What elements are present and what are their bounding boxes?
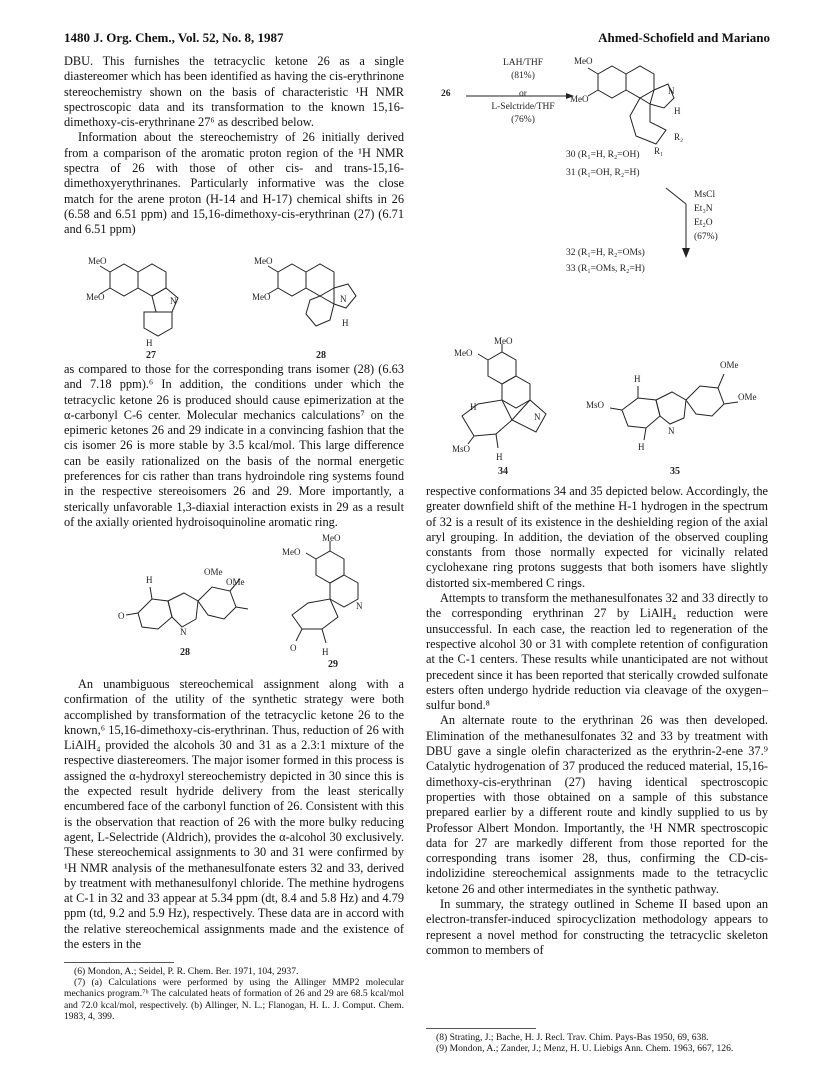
- right-footnotes: [426, 1024, 768, 1054]
- svg-text:MeO: MeO: [322, 533, 341, 543]
- paragraph: DBU. This furnishes the tetracyclic ketone 26 as a single diastereomer which has been identified as having the cis-erythrinone stereochemistry shown on the basis of characteristic ¹H NMR spectroscopic data and its transformation to the known 15,16-dimethoxy-cis-erythrinane 27⁶ as described below.: [64, 54, 404, 130]
- svg-text:H: H: [342, 318, 349, 328]
- svg-text:OMe: OMe: [204, 567, 223, 577]
- structure-35: [586, 352, 770, 477]
- svg-text:H: H: [634, 374, 641, 384]
- svg-text:N: N: [340, 294, 347, 304]
- scheme-start-26: 26: [441, 89, 451, 99]
- svg-text:R₁: R₁: [654, 146, 664, 156]
- svg-text:R₂: R₂: [674, 132, 684, 142]
- svg-text:N: N: [668, 86, 675, 96]
- svg-text:28: 28: [316, 350, 326, 361]
- reaction-arrow: [466, 88, 576, 106]
- running-header-left: 1480 J. Org. Chem., Vol. 52, No. 8, 1987: [64, 30, 284, 45]
- footnote-rule: [426, 1028, 536, 1029]
- svg-text:34: 34: [498, 466, 508, 477]
- svg-text:H: H: [638, 442, 645, 452]
- svg-text:OMe: OMe: [738, 392, 757, 402]
- svg-text:OMe: OMe: [720, 360, 739, 370]
- svg-text:OMe: OMe: [226, 577, 245, 587]
- structure-28: [250, 250, 400, 361]
- left-column-top: [64, 54, 404, 238]
- svg-text:27: 27: [146, 350, 156, 361]
- footnote-8: (8) Strating, J.; Bache, H. J. Recl. Trav. Chim. Pays-Bas 1950, 69, 638.: [436, 1032, 709, 1043]
- paragraph: In summary, the strategy outlined in Scheme II based upon an electron-transfer-induced spirocyclization methodology appears to represent a novel method for constructing the tetracyclic skeleton common to members of: [426, 897, 768, 957]
- paragraph: Attempts to transform the methanesulfonates 32 and 33 directly to the corresponding erythrinan 27 by LiAlH₄ reduction were unsuccessful. In each case, the reaction led to regeneration of the respective alcohol 30 or 31 with complete retention of configuration at the C-1 centers. These results while unanticipated are not without precedent since it has been reported that sterically crowded sulfonate esters often undergo hydride reduction via cleavage of the oxygen–sulfur bond.⁸: [426, 591, 768, 713]
- svg-text:N: N: [534, 412, 541, 422]
- svg-text:MeO: MeO: [88, 256, 107, 266]
- left-column-bottom: [64, 677, 404, 952]
- svg-text:MeO: MeO: [252, 292, 271, 302]
- structure-ketone-29: [268, 533, 398, 672]
- right-column-text: [426, 484, 768, 958]
- svg-text:MeO: MeO: [574, 56, 593, 66]
- svg-text:MsO: MsO: [452, 444, 471, 454]
- scheme-compounds-30-31: 30 (R₁=H, R₂=OH) 31 (R₁=OH, R₂=H): [566, 150, 640, 178]
- scheme-reagents: LAH/THF (81%) or L-Selctride/THF (76%): [491, 58, 555, 125]
- svg-text:28: 28: [180, 647, 190, 658]
- paragraph: Information about the stereochemistry of 26 initially derived from a comparison of the aromatic proton region of the ¹H NMR spectra of 26 with those of other cis- and trans-15,16-dimethoxyerythrinanes. Particularly informative was the close match for the arene proton (H-14 and H-17) chemical shifts in 26 (6.58 and 6.51 ppm) and 15,16-dimethoxy-cis-erythrinan (27) (6.71 and 6.51 ppm): [64, 130, 404, 237]
- svg-text:H: H: [496, 452, 503, 462]
- svg-text:H: H: [470, 402, 477, 412]
- svg-text:MeO: MeO: [254, 256, 273, 266]
- svg-text:N: N: [170, 296, 177, 306]
- svg-text:H: H: [146, 575, 153, 585]
- paragraph: as compared to those for the corresponding trans isomer (28) (6.63 and 7.18 ppm).⁶ In addition, the conditions under which the tetracyclic ketone 26 is produced should cause epimerization at the α-carbonyl C-6 center. Molecular mechanics calculations⁷ on the epimeric ketones 26 and 29 indicate in a convincing fashion that the cis isomer 26 is more stable by 3.5 kcal/mol. This large difference can be easily rationalized on the basis of the normal energetic preferences for cis rather than trans hydroindole ring systems found in the respective stereoisomers 26 and 29. More importantly, a sterically unfavorable 1,3-diaxial interaction exists in 29 as a result of the axially oriented hydroisoquinoline aromatic ring.: [64, 362, 404, 529]
- left-footnotes: [64, 958, 404, 1022]
- left-column-middle: [64, 362, 404, 530]
- svg-text:H: H: [322, 647, 329, 657]
- footnote-9: (9) Mondon, A.; Zander, J.; Menz, H. U. Liebigs Ann. Chem. 1963, 667, 126.: [436, 1043, 734, 1055]
- svg-text:29: 29: [328, 659, 338, 670]
- svg-text:N: N: [668, 426, 675, 436]
- svg-text:MeO: MeO: [282, 547, 301, 557]
- paragraph: An unambiguous stereochemical assignment along with a confirmation of the utility of the synthetic strategy were both accomplished by transformation of the tetracyclic ketone 26 to the known,⁶ 15,16-dimethoxy-cis-erythrinan. Thus, reduction of 26 with LiAlH₄ provided the alcohols 30 and 31 as a 2.3:1 mixture of the respective diastereomers. The major isomer formed in this process is assigned the α-hydroxyl stereochemistry depicted in 30 since this is the expected result hydride delivery from the least sterically encumbered face of the carbonyl function of 26. Consistent with this is the observation that reaction of 26 with the more bulky reducing agent, L-Selectride (Aldrich), provides the α-alcohol 30 exclusively. These stereochemical assignments to 30 and 31 were confirmed by ¹H NMR analysis of the methanesulfonate esters 32 and 33, derived by treatment with methanesulfonyl chloride. The methine hydrogens at C-1 in 32 and 33 appear at 5.34 ppm (dt, 8.4 and 5.8 Hz) and 4.79 ppm (td, 9.2 and 5.9 Hz), respectively. These data are in accord with the relative stereochemical assignments made and the existence of the esters in the: [64, 677, 404, 952]
- svg-text:MeO: MeO: [570, 94, 589, 104]
- footnote-7: (7) (a) Calculations were performed by using the Allinger MMP2 molecular mechanics program.⁷ᵇ The calculated heats of formation of 26 and 29 are 68.5 kcal/mol and 72.0 kcal/mol, respectively. (b) Allinger, N. L.; Flanogan, H. L. J. Comput. Chem. 1983, 4, 399.: [64, 977, 404, 1022]
- structure-34: [440, 336, 580, 480]
- scheme-compounds-32-33: 32 (R₁=H, R₂=OMs) 33 (R₁=OMs, R₂=H): [566, 248, 645, 274]
- svg-text:N: N: [356, 601, 363, 611]
- svg-text:O: O: [118, 611, 125, 621]
- svg-text:N: N: [180, 627, 187, 637]
- svg-text:MeO: MeO: [494, 336, 513, 346]
- paragraph: respective conformations 34 and 35 depicted below. Accordingly, the greater downfield shift of the methine H-1 hydrogen in the spectrum of 32 is a result of its existence in the deshielding region of the axial aryl grouping. In addition, the deviation of the observed coupling constants from those normally expected for vicinally related cyclohexane ring protons suggests that both isomers have slightly distorted six-membered C rings.: [426, 484, 768, 590]
- svg-text:35: 35: [670, 466, 680, 477]
- structure-ketone-28: [108, 555, 268, 670]
- paragraph: An alternate route to the erythrinan 26 was then developed. Elimination of the methanesulfonates 32 and 33 by treatment with DBU gave a single olefin characterized as the erythrin-2-ene 37.⁹ Catalytic hydrogenation of 37 produced the reduced material, 15,16-dimethoxy-cis-erythrinan (27) having identical spectroscopic properties with those obtained on a sample of this substance prepared earlier by a different route and kindly supplied to us by Professor Albert Mondon. Importantly, the ¹H NMR spectroscopic data for 27 are markedly different from those reported for the corresponding trans isomer 28, thus, confirming the CD-cis-indolizidine stereochemical assignments made to the tetracyclic ketone 26 and other intermediates in the synthetic pathway.: [426, 713, 768, 896]
- svg-text:MeO: MeO: [454, 348, 473, 358]
- running-header-right: Ahmed-Schofield and Mariano: [598, 30, 770, 45]
- structure-27: [86, 250, 236, 361]
- mesylation-reagents: MsCl Et₃N Et₂O (67%): [694, 190, 718, 242]
- structure-30-31: [570, 50, 720, 165]
- svg-text:H: H: [146, 338, 153, 348]
- footnote-rule: [64, 962, 174, 963]
- svg-text:MsO: MsO: [586, 400, 605, 410]
- footnote-6: (6) Mondon, A.; Seidel, P. R. Chem. Ber. 1971, 104, 2937.: [74, 966, 299, 977]
- svg-text:O: O: [290, 643, 297, 653]
- svg-text:MeO: MeO: [86, 292, 105, 302]
- svg-text:H: H: [674, 106, 681, 116]
